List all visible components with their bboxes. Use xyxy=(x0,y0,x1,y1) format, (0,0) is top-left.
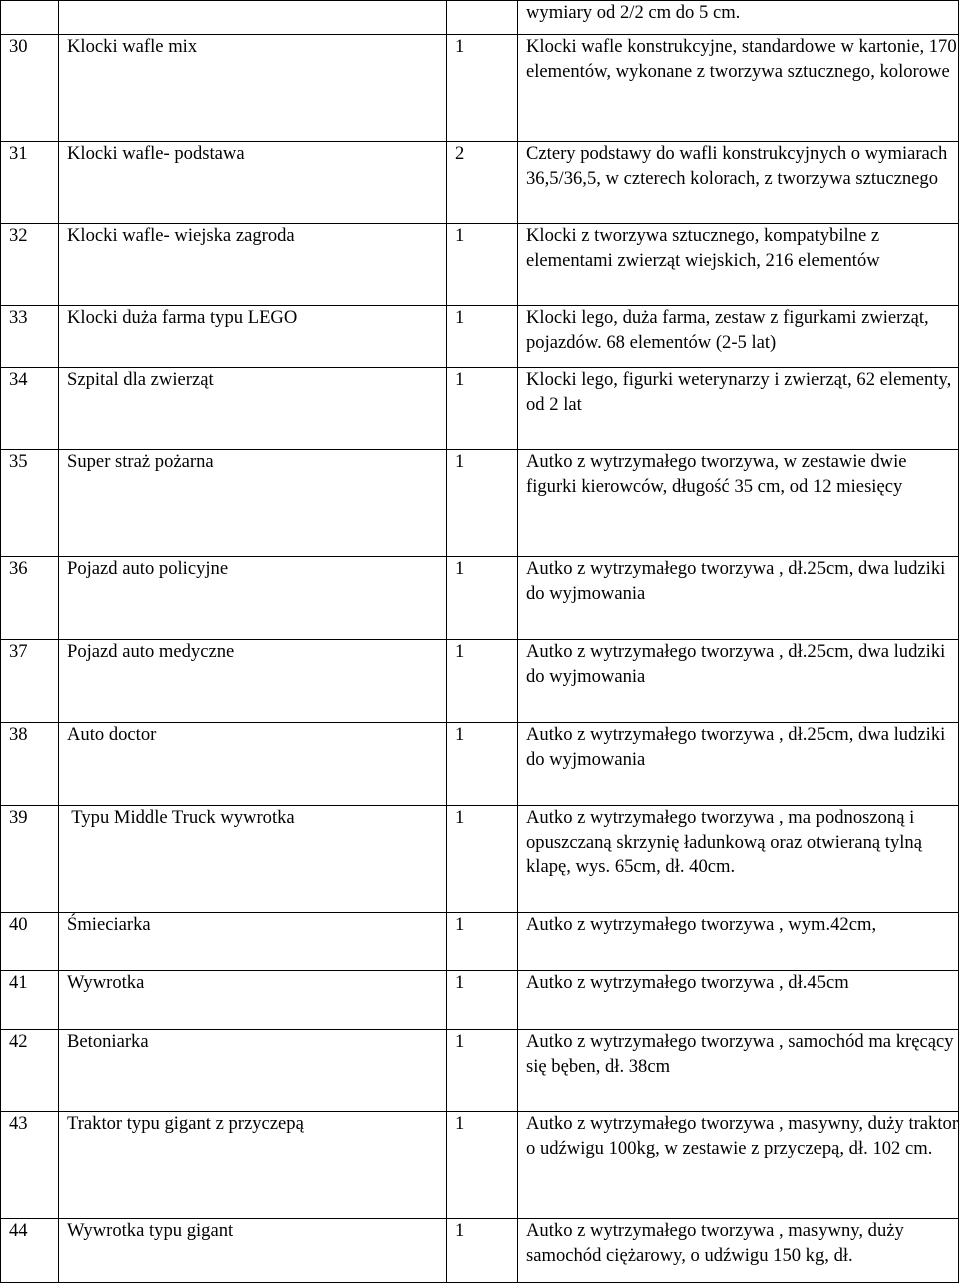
table-row xyxy=(1,723,959,806)
item-description: Autko z wytrzymałego tworzywa , ma podnoszoną i opuszczaną skrzynię ładunkową oraz otwieraną tylną klapę, wys. 65cm, dł. 40cm. xyxy=(518,806,959,913)
row-number: 30 xyxy=(1,35,59,142)
item-name: Auto doctor xyxy=(59,723,447,806)
item-description: Autko z wytrzymałego tworzywa , masywny, duży traktor o udźwigu 100kg, w zestawie z przyczepą, dł. 102 cm. xyxy=(518,1112,959,1219)
item-description: Klocki z tworzywa sztucznego, kompatybilne z elementami zwierząt wiejskich, 216 elementów xyxy=(518,224,959,306)
row-number: 41 xyxy=(1,971,59,1030)
item-name xyxy=(59,1,447,35)
item-name: Typu Middle Truck wywrotka xyxy=(59,806,447,913)
item-description: Autko z wytrzymałego tworzywa , masywny, duży samochód ciężarowy, o udźwigu 150 kg, dł. xyxy=(518,1219,959,1283)
item-quantity: 1 xyxy=(447,640,518,723)
table-row xyxy=(1,640,959,723)
item-quantity: 1 xyxy=(447,557,518,640)
item-name: Super straż pożarna xyxy=(59,450,447,557)
item-quantity: 1 xyxy=(447,723,518,806)
item-description: Autko z wytrzymałego tworzywa , dł.45cm xyxy=(518,971,959,1030)
item-quantity: 1 xyxy=(447,1030,518,1112)
item-description: Klocki lego, duża farma, zestaw z figurkami zwierząt, pojazdów. 68 elementów (2-5 lat) xyxy=(518,306,959,368)
row-number: 34 xyxy=(1,368,59,450)
item-description: Klocki lego, figurki weterynarzy i zwierząt, 62 elementy, od 2 lat xyxy=(518,368,959,450)
row-number: 37 xyxy=(1,640,59,723)
table-row xyxy=(1,450,959,557)
row-number: 31 xyxy=(1,142,59,224)
item-description: Autko z wytrzymałego tworzywa , dł.25cm, dwa ludziki do wyjmowania xyxy=(518,557,959,640)
item-name: Wywrotka typu gigant xyxy=(59,1219,447,1283)
table-row xyxy=(1,557,959,640)
table-row xyxy=(1,306,959,368)
item-description: Autko z wytrzymałego tworzywa , dł.25cm, dwa ludziki do wyjmowania xyxy=(518,723,959,806)
row-number: 42 xyxy=(1,1030,59,1112)
table-row xyxy=(1,806,959,913)
item-quantity: 1 xyxy=(447,806,518,913)
item-quantity: 1 xyxy=(447,1219,518,1283)
row-number: 40 xyxy=(1,913,59,971)
item-quantity: 1 xyxy=(447,306,518,368)
table-row xyxy=(1,142,959,224)
item-name: Klocki wafle- podstawa xyxy=(59,142,447,224)
item-name: Klocki wafle mix xyxy=(59,35,447,142)
table-body xyxy=(1,1,959,1283)
row-number: 32 xyxy=(1,224,59,306)
table-row xyxy=(1,971,959,1030)
item-name: Klocki wafle- wiejska zagroda xyxy=(59,224,447,306)
item-name: Pojazd auto policyjne xyxy=(59,557,447,640)
item-quantity: 1 xyxy=(447,971,518,1030)
item-name: Pojazd auto medyczne xyxy=(59,640,447,723)
row-number: 43 xyxy=(1,1112,59,1219)
row-number: 39 xyxy=(1,806,59,913)
table-row xyxy=(1,1030,959,1112)
item-description: Autko z wytrzymałego tworzywa , samochód ma kręcący się bęben, dł. 38cm xyxy=(518,1030,959,1112)
item-description: Autko z wytrzymałego tworzywa , dł.25cm, dwa ludziki do wyjmowania xyxy=(518,640,959,723)
item-quantity: 1 xyxy=(447,35,518,142)
table-row xyxy=(1,1219,959,1283)
item-quantity: 2 xyxy=(447,142,518,224)
item-name: Szpital dla zwierząt xyxy=(59,368,447,450)
item-name: Traktor typu gigant z przyczepą xyxy=(59,1112,447,1219)
table-row xyxy=(1,1,959,35)
item-quantity: 1 xyxy=(447,450,518,557)
table-row xyxy=(1,368,959,450)
item-quantity: 1 xyxy=(447,368,518,450)
row-number: 33 xyxy=(1,306,59,368)
item-description: Klocki wafle konstrukcyjne, standardowe w kartonie, 170 elementów, wykonane z tworzywa sztucznego, kolorowe xyxy=(518,35,959,142)
row-number: 36 xyxy=(1,557,59,640)
item-name: Wywrotka xyxy=(59,971,447,1030)
row-number: 38 xyxy=(1,723,59,806)
item-name: Betoniarka xyxy=(59,1030,447,1112)
item-name: Śmieciarka xyxy=(59,913,447,971)
item-quantity: 1 xyxy=(447,913,518,971)
table-row xyxy=(1,35,959,142)
item-description: Autko z wytrzymałego tworzywa , wym.42cm, xyxy=(518,913,959,971)
item-name: Klocki duża farma typu LEGO xyxy=(59,306,447,368)
item-description: Autko z wytrzymałego tworzywa, w zestawie dwie figurki kierowców, długość 35 cm, od 12 miesięcy xyxy=(518,450,959,557)
item-quantity: 1 xyxy=(447,1112,518,1219)
row-number xyxy=(1,1,59,35)
item-description: wymiary od 2/2 cm do 5 cm. xyxy=(518,1,959,35)
table-row xyxy=(1,913,959,971)
item-quantity: 1 xyxy=(447,224,518,306)
table-row xyxy=(1,224,959,306)
row-number: 44 xyxy=(1,1219,59,1283)
item-quantity xyxy=(447,1,518,35)
table-row xyxy=(1,1112,959,1219)
row-number: 35 xyxy=(1,450,59,557)
item-description: Cztery podstawy do wafli konstrukcyjnych o wymiarach 36,5/36,5, w czterech kolorach, z tworzywa sztucznego xyxy=(518,142,959,224)
